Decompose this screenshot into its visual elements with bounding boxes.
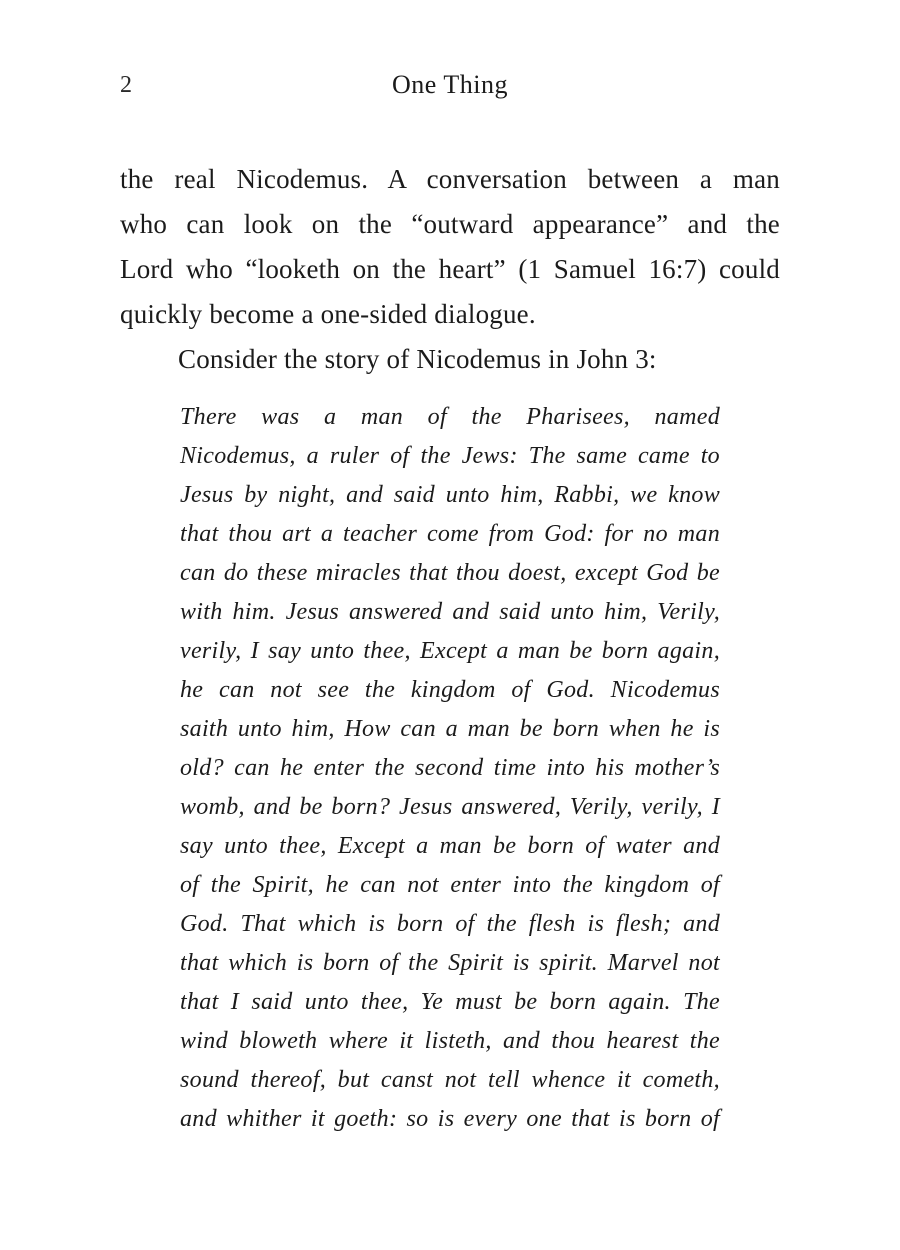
scripture-quote (180, 398, 720, 1139)
text-line: wind bloweth where it listeth, and thou hearest the (180, 1028, 720, 1054)
text-line: Lord who “looketh on the heart” (1 Samuel 16:7) could (120, 254, 780, 284)
text-line: he can not see the kingdom of God. Nicodemus (180, 677, 720, 703)
opening-paragraph (120, 157, 780, 337)
running-head: One Thing (392, 70, 508, 99)
text-line: verily, I say unto thee, Except a man be born again, (180, 638, 720, 664)
text-line: old? can he enter the second time into his mother’s (180, 755, 720, 781)
text-line: Jesus by night, and said unto him, Rabbi, we know (180, 482, 720, 508)
text-line: of the Spirit, he can not enter into the kingdom of (180, 872, 720, 898)
text-line: the real Nicodemus. A conversation between a man (120, 164, 780, 194)
text-line: saith unto him, How can a man be born when he is (180, 716, 720, 742)
text-line: that which is born of the Spirit is spirit. Marvel not (180, 950, 720, 976)
text-line: womb, and be born? Jesus answered, Verily, verily, I (180, 794, 720, 820)
text-line: with him. Jesus answered and said unto him, Verily, (180, 599, 720, 625)
text-line: that I said unto thee, Ye must be born again. The (180, 989, 720, 1015)
text-line: who can look on the “outward appearance” and the (120, 209, 780, 239)
text-line: can do these miracles that thou doest, except God be (180, 560, 720, 586)
text-line: quickly become a one-sided dialogue. (120, 299, 536, 329)
text-line: sound thereof, but canst not tell whence it cometh, (180, 1067, 720, 1093)
intro-line: Consider the story of Nicodemus in John 3: (178, 344, 657, 374)
text-line: and whither it goeth: so is every one that is born of (180, 1106, 720, 1132)
page-number: 2 (120, 72, 132, 98)
text-line: Nicodemus, a ruler of the Jews: The same came to (180, 443, 720, 469)
text-line: that thou art a teacher come from God: for no man (180, 521, 720, 547)
text-line: say unto thee, Except a man be born of water and (180, 833, 720, 859)
text-line: There was a man of the Pharisees, named (180, 404, 720, 430)
text-line: God. That which is born of the flesh is flesh; and (180, 911, 720, 937)
page-header (120, 70, 780, 102)
